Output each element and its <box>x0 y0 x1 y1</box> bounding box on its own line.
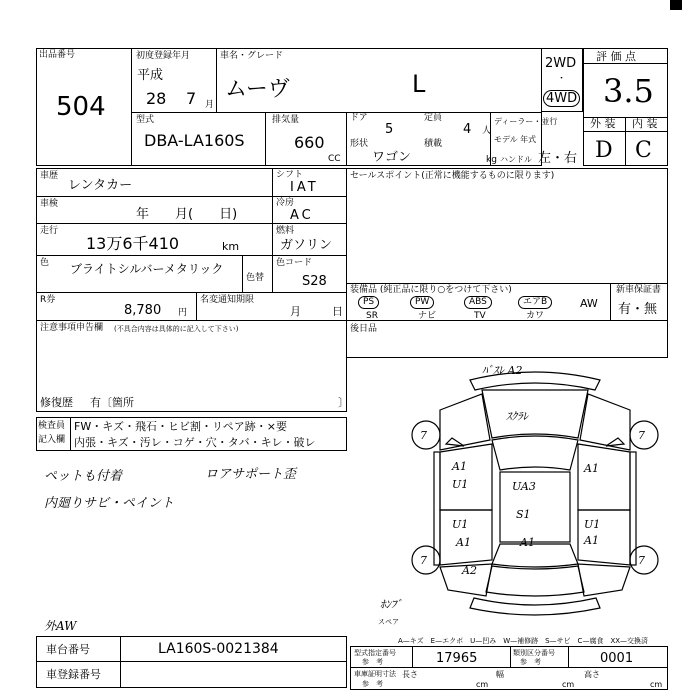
expiry-day: 日 <box>332 305 343 318</box>
damage-rear-fender-l: A2 <box>462 564 477 577</box>
damage-front-bumper: ﾊﾞｽﾚ A2 <box>482 364 523 377</box>
lot-label: 出品番号 <box>39 50 76 60</box>
damage-right-door-2a: U1 <box>584 518 601 531</box>
warranty-value: 有・無 <box>618 302 658 317</box>
damage-roof-2: S1 <box>516 508 531 521</box>
dims-ref: 参 考 <box>362 680 383 688</box>
car-name-label: 車名・グレード <box>220 51 284 61</box>
expiry-month: 月 <box>290 305 301 318</box>
equipment-leather: カワ <box>526 311 545 321</box>
equipment-aw: AW <box>580 297 598 310</box>
model-label: 型式 <box>136 115 155 125</box>
corner-mark <box>670 0 682 10</box>
era: 平成 <box>137 68 164 83</box>
type-num-label: 型式指定番号 <box>354 649 396 657</box>
model-year-label: モデル 年式 <box>494 135 537 144</box>
grade: L <box>412 70 426 98</box>
color-value: ブライトシルバーメタリック <box>70 262 224 276</box>
shift-value: IAT <box>290 180 319 195</box>
damage-left-door-1a: A1 <box>452 460 467 473</box>
chassis-number: LA160S-0021384 <box>158 641 279 657</box>
exterior-grade: D <box>595 138 613 163</box>
recycle-amount: 8,780 <box>124 303 162 318</box>
shape: ワゴン <box>372 150 412 165</box>
sales-point-label: セールスポイント(正常に機能するものに限ります) <box>350 171 555 181</box>
color-label: 色 <box>40 258 50 268</box>
drive-2wd: 2WD <box>545 56 577 71</box>
notes-label: 注意事項申告欄 <box>40 323 104 333</box>
mileage: 13万6千410 <box>86 234 180 253</box>
handwritten-note-2: ロアサポート歪 <box>205 467 297 482</box>
person-unit: 人 <box>482 126 492 136</box>
rear-items-box <box>346 320 668 358</box>
spare-label: スペア <box>378 618 399 626</box>
damage-wheel-fl: 7 <box>420 429 427 442</box>
fuel-value: ガソリン <box>280 238 333 253</box>
dim-height: 高さ <box>584 670 600 679</box>
damage-hood: ｽｸﾗﾚ <box>506 410 528 423</box>
recycle-label: R券 <box>40 295 56 305</box>
drive-4wd: 4WD <box>543 90 580 107</box>
sales-point-box <box>346 168 668 284</box>
load-label: 積載 <box>424 139 443 149</box>
class-num-label: 類別区分番号 <box>513 649 555 657</box>
history-label: 車歴 <box>40 171 59 181</box>
reg-year: 28 <box>146 89 167 108</box>
dim-height-cm: cm <box>650 680 663 689</box>
inspector-line-1: FW・キズ・飛石・ヒビ割・リペア跡・×要 <box>74 420 287 433</box>
color-change-label: 色替 <box>246 273 265 283</box>
damage-roof-1: UA3 <box>512 480 536 493</box>
handwritten-note-1: ペットも付着 <box>44 469 123 484</box>
warranty-label: 新車保証書 <box>616 285 662 295</box>
damage-right-door-1: A1 <box>584 462 599 475</box>
damage-legend: A—キズ E—エクボ U—凹み W—補修跡 S—サビ C—腐食 XX—交換済 <box>398 637 649 645</box>
equipment-navi: ナビ <box>418 311 437 321</box>
car-name: ムーヴ <box>225 77 290 102</box>
damage-wheel-rl: 7 <box>420 554 427 567</box>
notes-label-small: (不具合内容は具体的に記入して下さい) <box>114 325 239 333</box>
ac-label: 冷房 <box>276 198 295 208</box>
inspector-label-1: 検査員 <box>38 421 66 431</box>
damage-rear-bumper: ﾎﾝﾌﾞ <box>380 598 402 611</box>
dealer-label: ディーラー・並行 <box>494 117 558 126</box>
seats-label: 定員 <box>424 113 443 123</box>
dims-label: 車庫証明寸法 <box>354 670 396 678</box>
lot-number: 504 <box>56 92 106 122</box>
chassis-label: 車台番号 <box>46 643 90 656</box>
seats: 4 <box>463 122 472 137</box>
shift-label: シフト <box>276 170 304 180</box>
equipment-ps: PS <box>358 296 379 309</box>
damage-right-door-2b: A1 <box>584 534 599 547</box>
interior-label: 内 装 <box>632 117 658 130</box>
damage-wheel-rr: 7 <box>638 554 645 567</box>
expiry-label: 名変通知期限 <box>200 295 255 305</box>
cc-unit: CC <box>328 154 341 164</box>
repair-value: 有〔箇所 <box>90 396 134 409</box>
drive-dot: ・ <box>557 74 567 84</box>
shape-label: 形状 <box>350 139 369 149</box>
equipment-sr: SR <box>366 311 378 321</box>
handwritten-note-3: 内廻りサビ・ペイント <box>44 496 175 511</box>
color-code-label: 色コード <box>276 258 313 268</box>
damage-left-door-2b: A1 <box>456 536 471 549</box>
inspection-value: 年 月( 日) <box>136 207 238 222</box>
month-unit: 月 <box>205 100 215 110</box>
fuel-label: 燃料 <box>276 226 295 236</box>
km-unit: km <box>222 240 240 253</box>
inspector-line-2: 内張・キズ・汚レ・コゲ・穴・タバ・キレ・破レ <box>74 436 316 449</box>
equipment-tv: TV <box>474 311 486 321</box>
repair-label: 修復歴 <box>40 396 73 409</box>
history-value: レンタカー <box>68 178 133 193</box>
exterior-label: 外 装 <box>590 117 616 130</box>
doors-label: ドア <box>350 113 368 123</box>
first-reg-label: 初度登録年月 <box>136 51 191 61</box>
ac-value: AC <box>290 208 314 223</box>
kg-unit: kg <box>486 155 497 165</box>
damage-left-door-2a: U1 <box>452 518 469 531</box>
class-number: 0001 <box>600 651 634 666</box>
model: DBA-LA160S <box>144 131 245 150</box>
dim-length-cm: cm <box>476 680 489 689</box>
class-num-ref: 参 考 <box>520 658 541 666</box>
inspection-label: 車検 <box>40 199 59 209</box>
equipment-label: 装備品 (純正品に限り○をつけて下さい) <box>350 285 512 295</box>
yen-unit: 円 <box>178 308 188 318</box>
dim-length: 長さ <box>402 670 418 679</box>
handle-label: ハンドル <box>500 155 532 164</box>
interior-grade: C <box>635 138 652 163</box>
score-label: 評 価 点 <box>596 50 636 63</box>
equipment-airbag: エアB <box>518 296 552 309</box>
dim-width-cm: cm <box>562 680 575 689</box>
color-code: S28 <box>302 274 327 289</box>
type-number: 17965 <box>436 651 478 666</box>
handwritten-note-4: 外AW <box>44 619 77 633</box>
displacement: 660 <box>294 133 325 152</box>
equipment-abs: ABS <box>464 296 492 309</box>
type-num-ref: 参 考 <box>362 658 383 666</box>
damage-wheel-fr: 7 <box>638 429 645 442</box>
score: 3.5 <box>603 72 654 110</box>
mileage-label: 走行 <box>40 226 59 236</box>
damage-rear-hatch: A1 <box>520 536 535 549</box>
inspector-label-2: 記入欄 <box>38 435 66 445</box>
damage-left-door-1b: U1 <box>452 478 469 491</box>
doors: 5 <box>385 122 394 137</box>
rear-items-label: 後日品 <box>350 324 378 334</box>
repair-bracket: 〕 <box>338 396 349 409</box>
equipment-pw: PW <box>410 296 434 309</box>
handle-options: 左・右 <box>538 151 578 166</box>
reg-label: 車登録番号 <box>46 668 101 681</box>
disp-label: 排気量 <box>272 115 300 125</box>
reg-month: 7 <box>186 89 197 108</box>
dim-width: 幅 <box>496 670 504 679</box>
